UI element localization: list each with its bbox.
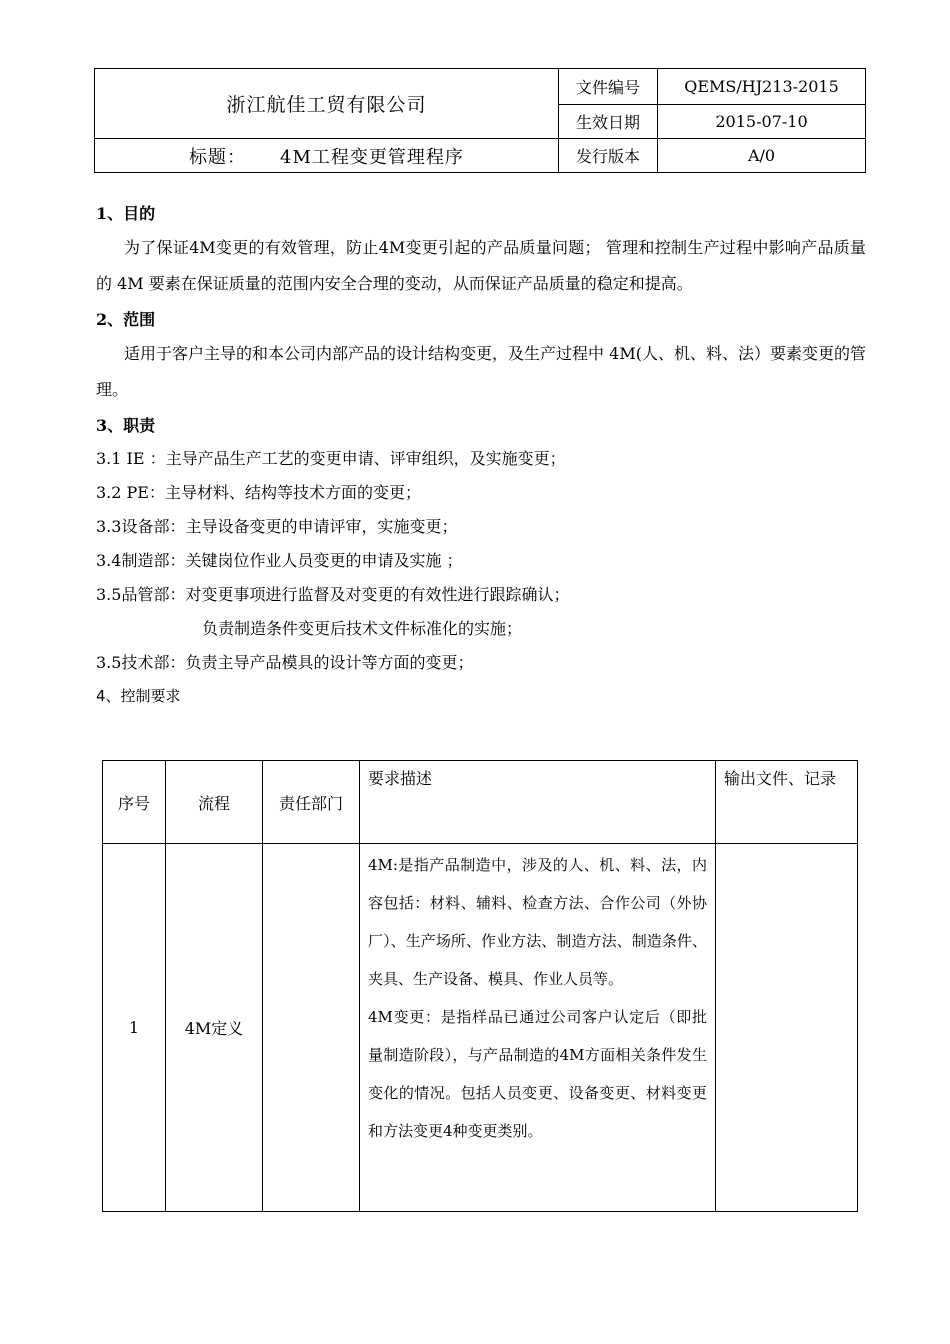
col-header-dept: 责任部门 [263,761,360,844]
document-body [96,198,866,712]
desc-4m-definition: 4M:是指产品制造中，涉及的人、机、料、法，内容包括：材料、辅料、检查方法、合作公司（外协厂）、生产场所、作业方法、制造方法、制造条件、夹具、生产设备、模具、作业人员等。 [368,856,707,988]
row-desc [360,844,716,1212]
duty-item-technical: 3.5技术部：负责主导产品模具的设计等方面的变更； [96,653,474,672]
duties-heading: 3、职责 [96,416,156,435]
control-requirements-table [102,760,858,1212]
col-header-no: 序号 [103,761,166,844]
row-output [716,844,858,1212]
effective-date-value: 2015-07-10 [658,105,866,139]
row-process: 4M定义 [166,844,263,1212]
title-label: 标题： [189,146,247,168]
col-header-output: 输出文件、记录 [716,761,858,844]
table-row [103,844,858,1212]
document-header-table [94,68,866,173]
duty-item-manufacturing: 3.4制造部：关键岗位作业人员变更的申请及实施 ； [96,551,463,570]
col-header-process: 流程 [166,761,263,844]
desc-4m-change: 4M变更：是指样品已通过公司客户认定后（即批量制造阶段），与产品制造的4M方面相关条件发生变化的情况。包括人员变更、设备变更、材料变更和方法变更4种变更类别。 [368,1008,707,1140]
version-value: A/0 [658,139,866,173]
duty-item-ie: 3.1 IE ：主导产品生产工艺的变更申请、评审组织，及实施变更； [96,449,566,468]
scope-heading: 2、范围 [96,310,156,329]
title-text: 4M工程变更管理程序 [280,146,464,168]
control-heading: 4、控制要求 [96,687,181,705]
duty-item-equipment: 3.3设备部：主导设备变更的申请评审，实施变更； [96,517,458,536]
purpose-text: 为了保证4M变更的有效管理，防止4M变更引起的产品质量问题； 管理和控制生产过程中影响产品质量的 4M 要素在保证质量的范围内安全合理的变动，从而保证产品质量的稳定和提高。 [96,238,866,293]
purpose-heading: 1、目的 [96,204,156,223]
row-dept [263,844,360,1212]
duty-item-pe: 3.2 PE：主导材料、结构等技术方面的变更； [96,483,421,502]
effective-date-label: 生效日期 [559,105,658,139]
col-header-desc: 要求描述 [360,761,716,844]
scope-text: 适用于客户主导的和本公司内部产品的设计结构变更，及生产过程中 4M(人、机、料、法）要素变更的管理。 [96,344,866,399]
document-title [95,139,559,173]
company-name: 浙江航佳工贸有限公司 [95,69,559,139]
duty-item-quality-sub: 负责制造条件变更后技术文件标准化的实施； [202,619,523,638]
row-no: 1 [103,844,166,1212]
version-label: 发行版本 [559,139,658,173]
duty-item-quality: 3.5品管部：对变更事项进行监督及对变更的有效性进行跟踪确认； [96,585,570,604]
doc-number-label: 文件编号 [559,69,658,105]
doc-number-value: QEMS/HJ213-2015 [658,69,866,105]
